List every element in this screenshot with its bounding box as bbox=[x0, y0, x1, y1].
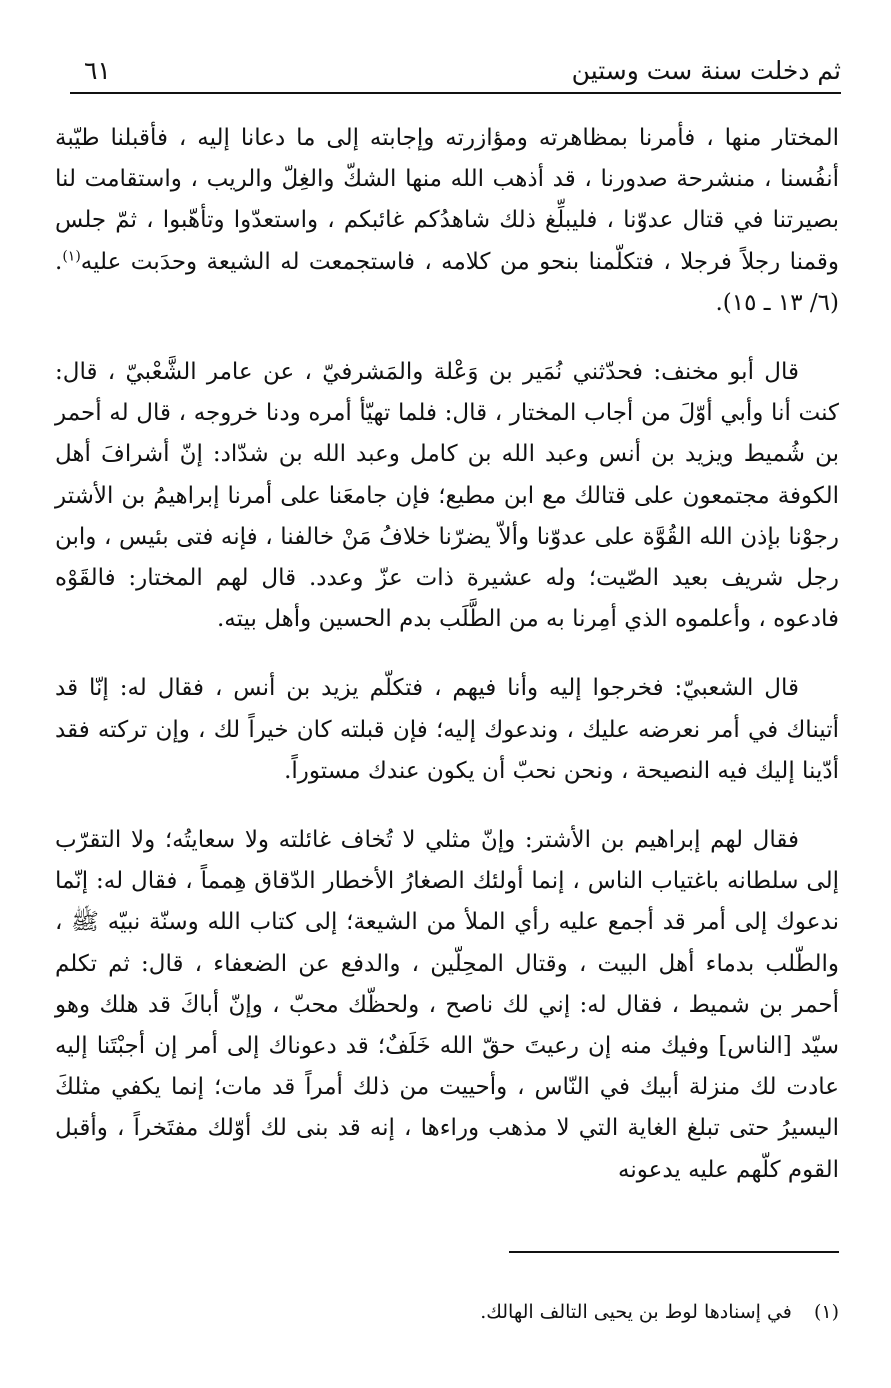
page-number: ٦١ bbox=[84, 56, 111, 85]
paragraph-2: قال أبو مخنف: فحدّثني نُمَير بن وَعْلة والمَشرفيّ ، عن عامر الشَّعْبيّ ، قال: كنت أنا وأبي أوّلَ من أجاب المختار ، قال: فلما تهيّأ أمره ودنا خروجه ، قال له أحمر بن شُميط ويزيد بن أنس وعبد الله بن كامل وعبد الله بن شدّاد: إنّ أشرافَ أهل الكوفة مجتمعون على قتالك مع ابن مطيع؛ فإن جامعَنا على أمرنا إبراهيمُ بن الأشتر رجوْنا بإذن الله القُوَّة على عدوّنا وألاّ يضرّنا خلافُ مَنْ خالفنا ، فإنه فتى بئيس ، وابن رجل شريف بعيد الصّيت؛ وله عشيرة ذات عزّ وعدد. قال لهم المختار: فالقَوْه فادعوه ، وأعلموه الذي أمِرنا به من الطَّلَب بدم الحسين وأهل بيته. bbox=[55, 359, 839, 633]
footnote bbox=[60, 1298, 839, 1326]
chapter-title: ثم دخلت سنة ست وستين bbox=[571, 56, 841, 85]
running-header bbox=[70, 52, 841, 94]
footnote-text: في إسنادها لوط بن يحيى التالف الهالك. bbox=[480, 1301, 792, 1323]
footnote-marker: (١) bbox=[813, 1301, 839, 1323]
footnote-reference[interactable]: (١) bbox=[62, 247, 81, 264]
body-text bbox=[55, 118, 839, 1191]
footnote-separator bbox=[509, 1251, 839, 1253]
paragraph-1-text: المختار منها ، فأمرنا بمظاهرته ومؤازرته وإجابته إلى ما دعانا إليه ، فأقبلنا طيّبة أنفُسنا ، منشرحة صدورنا ، قد أذهب الله منها الشكّ والغِلّ والريب ، واستقامت لنا بصيرتنا في قتال عدوّنا ، فليبلِّغ ذلك شاهدُكم غائبكم ، واستعدّوا وتأهّبوا ، ثمّ جلس وقمنا رجلاً فرجلا ، فتكلّمنا بنحو من كلامه ، فاستجمعت له الشيعة وحدَبت عليه bbox=[55, 125, 839, 275]
paragraph-1 bbox=[55, 118, 839, 324]
paragraph-1-tail: . (٦/ ١٣ ـ ١٥). bbox=[55, 248, 839, 316]
paragraph-4: فقال لهم إبراهيم بن الأشتر: وإنّ مثلي لا تُخاف غائلته ولا سعايتُه؛ ولا التقرّب إلى سلطانه باغتياب الناس ، إنما أولئك الصغارُ الأخطار الدّقاق هِمماً ، فقال له: إنّما ندعوك إلى أمر قد أجمع عليه رأي الملأ من الشيعة؛ إلى كتاب الله وسنّة نبيّه ﷺ ، والطّلب بدماء أهل البيت ، وقتال المحِلّين ، والدفع عن الضعفاء ، قال: ثم تكلم أحمر بن شميط ، فقال له: إني لك ناصح ، ولحظّك محبّ ، وإنّ أباكَ قد هلك وهو سيّد [الناس] وفيك منه إن رعيتَ حقّ الله خَلَفٌ؛ قد دعوناك إلى أمر إن أجبْتَنا إليه عادت لك منزلة أبيك في النّاس ، وأحييت من ذلك أمراً قد مات؛ إنما يكفي مثلكَ اليسيرُ حتى تبلغ الغاية التي لا مذهب وراءها ، إنه قد بنى لك أوّلك مفتَخراً ، وأقبل القوم كلّهم عليه يدعونه bbox=[55, 827, 839, 1183]
paragraph-3: قال الشعبيّ: فخرجوا إليه وأنا فيهم ، فتكلّم يزيد بن أنس ، فقال له: إنّا قد أتيناك في أمر نعرضه عليك ، وندعوك إليه؛ فإن قبلته كان خيراً لك ، وإن تركته فقد أدّينا إليك فيه النصيحة ، ونحن نحبّ أن يكون عندك مستوراً. bbox=[55, 675, 839, 784]
